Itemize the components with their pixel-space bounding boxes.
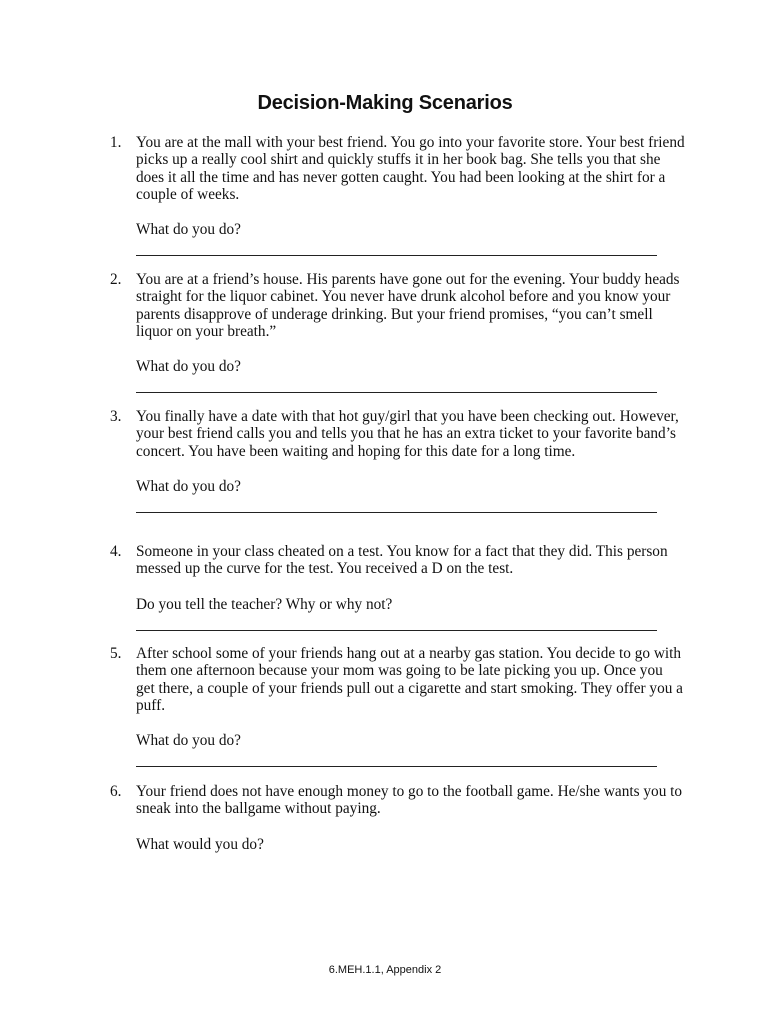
scenario-number: 4. [110, 543, 122, 560]
page-title: Decision-Making Scenarios [257, 92, 513, 114]
answer-line[interactable] [136, 255, 657, 256]
scenario-1 [110, 134, 685, 256]
scenario-number: 3. [110, 408, 122, 425]
scenario-number: 6. [110, 783, 122, 800]
page-footer: 6.MEH.1.1, Appendix 2 [328, 964, 442, 976]
scenario-prompt: What would you do? [136, 835, 264, 853]
answer-line[interactable] [136, 512, 657, 513]
scenario-5 [110, 645, 685, 767]
answer-line[interactable] [136, 630, 657, 631]
answer-line[interactable] [136, 766, 657, 767]
scenario-prompt: What do you do? [136, 221, 241, 239]
scenario-number: 1. [110, 134, 122, 151]
scenario-prompt: Do you tell the teacher? Why or why not? [136, 595, 393, 613]
scenario-text: Your friend does not have enough money to go to the football game. He/she wants you to sneak into the ballgame without paying. [136, 783, 683, 818]
scenario-prompt: What do you do? [136, 358, 241, 376]
scenario-prompt: What do you do? [136, 477, 241, 495]
scenario-text: After school some of your friends hang out at a nearby gas station. You decide to go with them one afternoon because your mom was going to be late picking you up. Once you get there, a couple of your friends pull out a cigarette and start smoking. They offer you a puff. [136, 645, 683, 714]
scenario-text: You finally have a date with that hot guy/girl that you have been checking out. However, your best friend calls you and tells you that he has an extra ticket to your favorite band’s concert. You have been waiting and hoping for this date for a long time. [136, 408, 679, 460]
scenario-prompt: What do you do? [136, 732, 241, 750]
scenario-6 [110, 783, 685, 853]
scenario-4 [110, 543, 685, 631]
scenario-number: 5. [110, 645, 122, 662]
scenario-text: You are at a friend’s house. His parents have gone out for the evening. Your buddy heads straight for the liquor cabinet. You never have drunk alcohol before and you know your parents disapprove of underage drinking. But your friend promises, “you can’t smell liquor on your breath.” [136, 271, 680, 340]
scenario-2 [110, 271, 685, 393]
answer-line[interactable] [136, 392, 657, 393]
scenario-text: Someone in your class cheated on a test. You know for a fact that they did. This person messed up the curve for the test. You received a D on the test. [136, 543, 668, 578]
scenario-text: You are at the mall with your best friend. You go into your favorite store. Your best friend picks up a really cool shirt and quickly stuffs it in her book bag. She tells you that she does it all the time and has never gotten caught. You had been looking at the shirt for a couple of weeks. [136, 134, 685, 203]
scenario-3 [110, 408, 685, 513]
scenario-number: 2. [110, 271, 122, 288]
